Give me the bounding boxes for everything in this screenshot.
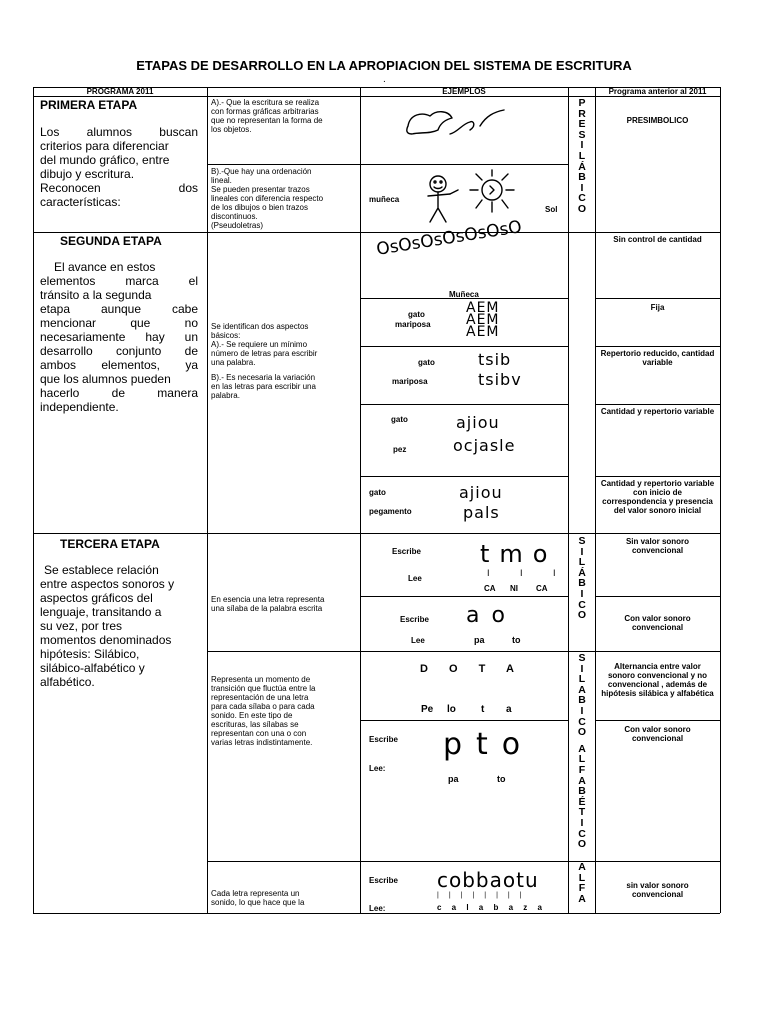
header-anterior: Programa anterior al 2011 [608,87,707,96]
title-dot: . [383,74,386,85]
label-escribe-s2: Escribe [400,615,429,624]
letter-ticks: |||||||| [437,892,532,899]
segunda-mid-text: Se identifican dos aspectos básicos: A).- Se requiere un mínimo número de letras para escribir una palabra. B).- Es necesaria la variación en las letras para escribir una palabra. [211,322,318,400]
syllable-lo: lo [447,704,456,715]
header-ejemplos: EJEMPLOS [442,87,486,96]
primera-title: PRIMERA ETAPA [40,98,138,112]
anterior-cantidad-variable: Cantidad y repertorio variable [600,407,715,416]
segunda-text: El avance en estos elementos marca el tránsito a la segunda etapa aunque cabe mencionar que no necesariamente hay un desarrollo conjunto de ambos elementos, ya que los alumnos pueden hacerlo de manera independiente. [40,260,198,414]
handwriting-tmo: tmo [480,540,558,568]
label-pez-r4: pez [393,445,407,454]
anterior-alternancia: Alternancia entre valor sonoro convencional y no convencional , además de hipótesis silábica y alfabética [601,662,714,698]
text-dota: D O T A [420,663,514,675]
anterior-sin-valor-sonoro-2: sin valor sonoro convencional [626,881,689,899]
anterior-fija: Fija [650,303,665,312]
segunda-title: SEGUNDA ETAPA [60,234,162,248]
handwriting-cobbaotu: cobbaotu [437,868,539,892]
label-gato-r5: gato [369,488,386,497]
tercera-text: Se establece relación entre aspectos sonoros y aspectos gráficos del lenguaje, transitando a su vez, por tres momentos denominados hipótesis: Silábico, silábico-alfabético y alfabético. [40,563,175,689]
label-gato-r4: gato [391,415,408,424]
handwriting-ao: ao [466,603,517,628]
child-drawing-muneca-sol [420,170,540,228]
tercera-mid3-text: Cada letra representa un sonido, lo que hace que la [211,889,305,907]
syllable-ca-2: CA [536,584,548,593]
vertical-presilabico: P R E S I L Á B I C O [577,97,587,215]
label-muneca: muñeca [369,195,400,204]
label-mariposa-r3: mariposa [392,377,428,386]
anterior-con-valor-sonoro: Con valor sonoro convencional [624,614,691,632]
label-lee-al: Lee: [369,904,386,913]
vertical-silabico: S I L Á B I C O [577,535,587,622]
label-gato-r3: gato [418,358,435,367]
syllable-pa: pa [474,635,485,645]
vertical-silabico-alfabetico: S I L A B I C O A L F A B É T I C O [577,652,587,851]
tercera-mid1-text: En esencia una letra representa una sílaba de la palabra escrita [211,595,325,613]
primera-b-text: B).-Que hay una ordenación lineal. Se pueden presentar trazos lineales con diferencia respecto de los dibujos o bien trazos discontinuos. (Pseudoletras) [211,167,324,230]
header-programa: PROGRAMA 2011 [86,87,154,96]
handwriting-pals: pals [463,503,500,522]
handwriting-ajiou: ajiou [456,413,500,432]
syllable-pe: Pe [421,704,434,715]
label-lee-s1: Lee [408,574,422,583]
primera-a-text: A).- Que la escritura se realiza con formas gráficas arbitrarias que no representan la forma de los objetos. [211,98,323,134]
label-mariposa-r2: mariposa [395,320,431,329]
syllable-t: t [481,704,485,715]
anterior-sin-valor-sonoro: Sin valor sonoro convencional [625,537,690,555]
handwriting-aem: AEM AEM AEM [466,300,500,340]
label-gato-r2: gato [408,310,425,319]
handwriting-pto: pto [443,727,535,762]
tercera-title: TERCERA ETAPA [60,537,160,551]
syllable-ni: NI [510,584,518,593]
letters-calabaza: c a l a b a z a [437,903,542,912]
anterior-sin-control: Sin control de cantidad [613,235,702,244]
anterior-valor-sonoro-inicial: Cantidad y repertorio variable con inicio de correspondencia y presencia del valor sonoro inicial [600,479,715,515]
label-lee-s2: Lee [411,636,425,645]
label-lee-sa2: Lee: [369,764,386,773]
label-escribe-s1: Escribe [392,547,421,556]
handwriting-ocjasle: ocjasle [453,436,516,455]
syllable-a: a [506,704,512,715]
primera-text: Los alumnos buscan criterios para diferenciar del mundo gráfico, entre dibujo y escritura. Reconocen dos características: [40,125,198,209]
syllable-to: to [512,635,521,645]
anterior-repertorio-reducido: Repertorio reducido, cantidad variable [600,349,715,367]
label-escribe-sa2: Escribe [369,735,398,744]
syllable-to-2: to [497,774,506,784]
label-pegamento-r5: pegamento [369,507,412,516]
anterior-presimbolico: PRESIMBOLICO [626,116,689,125]
label-sol: Sol [545,205,558,214]
syllable-pa-2: pa [448,774,459,784]
vertical-alfa: A L F A [578,861,586,905]
handwriting-tsib: tsib tsibv [478,350,522,389]
tercera-mid2-text: Representa un momento de transición que fluctúa entre la representación de una letra para cada sílaba o para cada sonido. En este tipo de escrituras, las sílabas se representan con una o con varias letras indistintamente. [211,675,316,747]
page-title: ETAPAS DE DESARROLLO EN LA APROPIACION DEL SISTEMA DE ESCRITURA [136,58,632,73]
anterior-con-valor-sonoro-2: Con valor sonoro convencional [624,725,691,743]
syllable-ca-1: CA [484,584,496,593]
label-muneca-2: Muñeca [449,290,479,299]
handwriting-osos: OsOsOsOsOsOsO [375,217,524,260]
label-escribe-al: Escribe [369,876,398,885]
handwriting-ajiou-2: ajiou [459,483,503,502]
syllable-ticks: I I I [487,568,570,578]
scribble-drawing [400,104,520,146]
